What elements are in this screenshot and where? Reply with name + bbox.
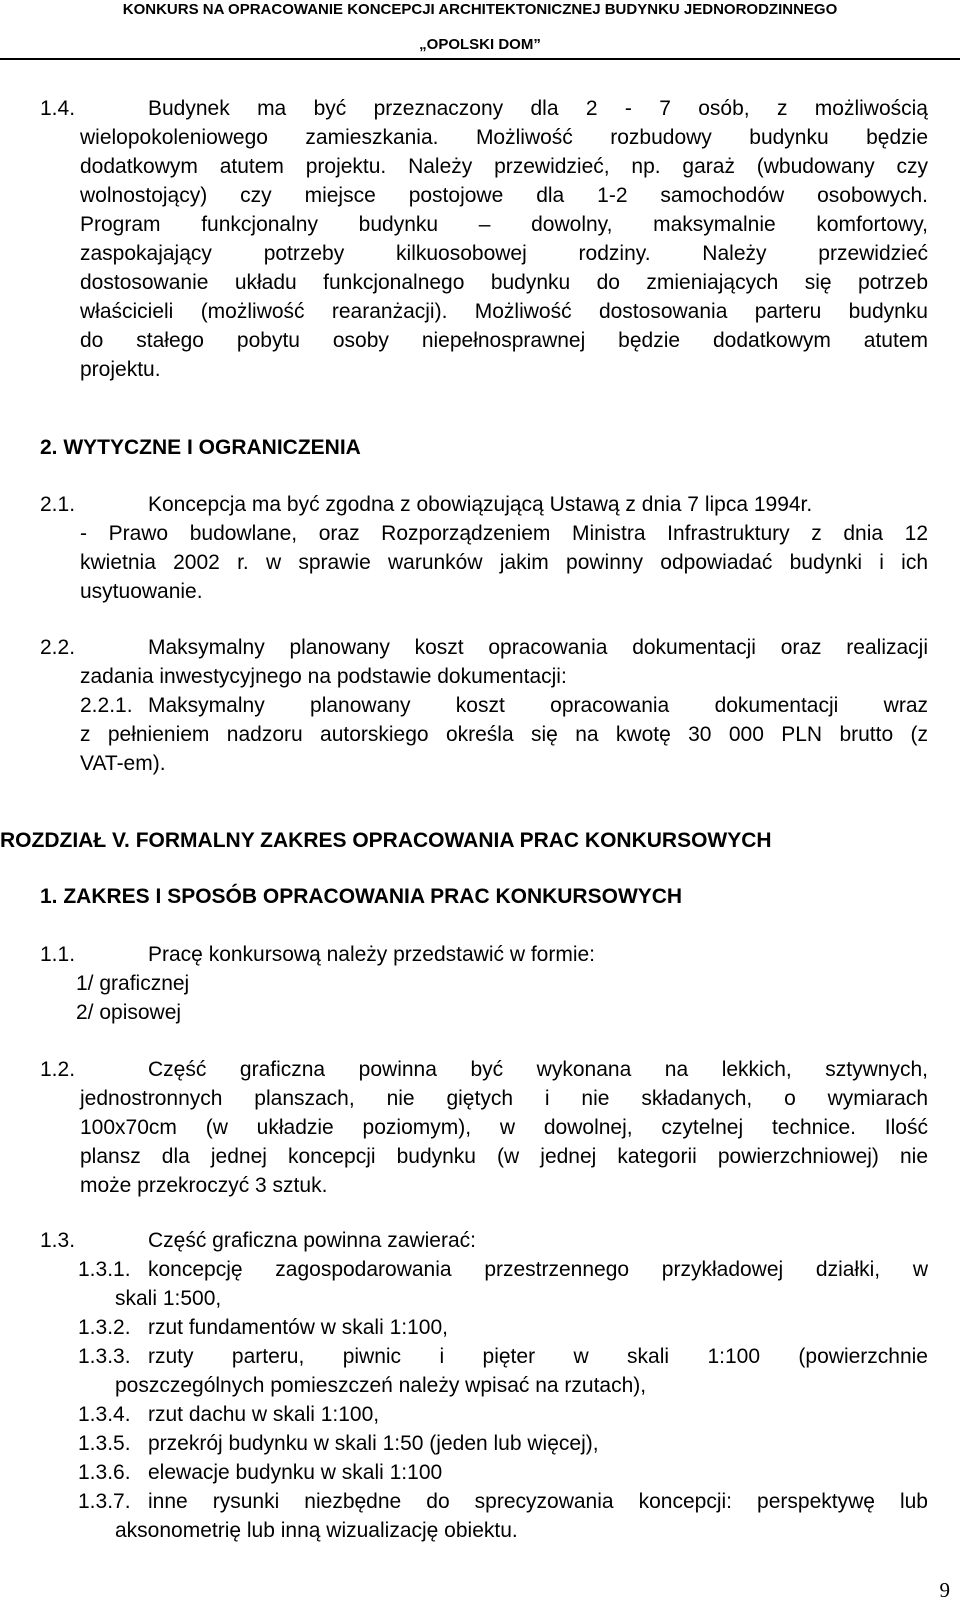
paragraph-2-2-1 [80,691,928,778]
item-1-3-6-number: 1.3.6. [78,1461,131,1484]
paragraph-2-2-1-number: 2.2.1. [80,694,133,717]
paragraph-line: Program funkcjonalny budynku – dowolny, maksymalnie komfortowy, [80,213,928,236]
paragraph-line: VAT-em). [80,752,166,775]
paragraph-1-3-number: 1.3. [40,1229,76,1252]
paragraph-2-2-number: 2.2. [40,636,76,659]
page-number: 9 [939,1578,950,1602]
paragraph-line: plansz dla jednej koncepcji budynku (w jednej kategorii powierzchniowej) nie [80,1145,928,1168]
paragraph-line: Koncepcja ma być zgodna z obowiązującą Ustawą z dnia 7 lipca 1994r. [148,493,813,516]
item-line: rzuty parteru, piwnic i pięter w skali 1:100 (powierzchnie [148,1345,928,1368]
paragraph-line: Maksymalny planowany koszt opracowania dokumentacji wraz [148,694,928,717]
item-line: rzut dachu w skali 1:100, [148,1403,380,1426]
list-item-graphic: 1/ graficznej [76,972,190,995]
paragraph-1-2 [80,1055,928,1200]
item-1-3-5-number: 1.3.5. [78,1432,131,1455]
paragraph-line: właścicieli (możliwość rearanżacji). Możliwość dostosowania parteru budynku [80,300,928,323]
paragraph-line: usytuowanie. [80,580,203,603]
section-heading-1: 1. ZAKRES I SPOSÓB OPRACOWANIA PRAC KONKURSOWYCH [40,885,683,908]
section-heading-2: 2. WYTYCZNE I OGRANICZENIA [40,436,361,459]
paragraph-line: zaspokajający potrzeby kilkuosobowej rodziny. Należy przewidzieć [80,242,928,265]
header-divider [0,58,960,60]
item-line: rzut fundamentów w skali 1:100, [148,1316,448,1339]
list-item-descriptive: 2/ opisowej [76,1001,182,1024]
paragraph-line: Maksymalny planowany koszt opracowania dokumentacji oraz realizacji [148,636,928,659]
item-line: elewacje budynku w skali 1:100 [148,1461,443,1484]
paragraph-1-3-text: Część graficzna powinna zawierać: [148,1229,476,1252]
paragraph-1-1-text: Pracę konkursową należy przedstawić w formie: [148,943,596,966]
paragraph-line: wielopokoleniowego zamieszkania. Możliwość rozbudowy budynku będzie [80,126,928,149]
paragraph-line: kwietnia 2002 r. w sprawie warunków jakim powinny odpowiadać budynki i ich [80,551,928,574]
item-1-3-7 [115,1487,928,1545]
paragraph-1-1-number: 1.1. [40,943,76,966]
paragraph-line: zadania inwestycyjnego na podstawie dokumentacji: [80,665,567,688]
paragraph-line: jednostronnych planszach, nie giętych i nie składanych, o wymiarach [80,1087,928,1110]
item-1-3-3-number: 1.3.3. [78,1345,131,1368]
paragraph-line: projektu. [80,358,161,381]
chapter-heading-5: ROZDZIAŁ V. FORMALNY ZAKRES OPRACOWANIA PRAC KONKURSOWYCH [0,829,772,852]
item-1-3-2-number: 1.3.2. [78,1316,131,1339]
item-line: koncepcję zagospodarowania przestrzennego przykładowej działki, w [148,1258,928,1281]
paragraph-1-2-number: 1.2. [40,1058,76,1081]
item-1-3-6 [148,1458,442,1487]
paragraph-line: 100x70cm (w układzie poziomym), w dowolnej, czytelnej technice. Ilość [80,1116,928,1139]
paragraph-line: Budynek ma być przeznaczony dla 2 - 7 osób, z możliwością [148,97,928,120]
item-line: inne rysunki niezbędne do sprecyzowania koncepcji: perspektywę lub [148,1490,928,1513]
paragraph-line: może przekroczyć 3 sztuk. [80,1174,328,1197]
paragraph-2-1-number: 2.1. [40,493,76,516]
paragraph-1-4-number: 1.4. [40,97,76,120]
item-line: skali 1:500, [115,1287,222,1310]
paragraph-line: dostosowanie układu funkcjonalnego budynku do zmieniających się potrzeb [80,271,928,294]
item-1-3-4-number: 1.3.4. [78,1403,131,1426]
paragraph-line: do stałego pobytu osoby niepełnosprawnej będzie dodatkowym atutem [80,329,928,352]
item-1-3-1 [115,1255,928,1313]
paragraph-2-2 [80,633,928,691]
item-1-3-4 [148,1400,379,1429]
paragraph-line: dodatkowym atutem projektu. Należy przewidzieć, np. garaż (wbudowany czy [80,155,928,178]
item-1-3-3 [115,1342,928,1400]
paragraph-line: Część graficzna powinna być wykonana na lekkich, sztywnych, [148,1058,928,1081]
item-1-3-7-number: 1.3.7. [78,1490,131,1513]
paragraph-line: wolnostojący) czy miejsce postojowe dla 1-2 samochodów osobowych. [80,184,928,207]
item-line: aksonometrię lub inną wizualizację obiektu. [115,1519,518,1542]
paragraph-line: - Prawo budowlane, oraz Rozporządzeniem Ministra Infrastruktury z dnia 12 [80,522,928,545]
item-1-3-5 [148,1429,599,1458]
paragraph-line: z pełnieniem nadzoru autorskiego określa się na kwotę 30 000 PLN brutto (z [80,723,928,746]
item-line: poszczególnych pomieszczeń należy wpisać na rzutach), [115,1374,647,1397]
document-header-subtitle: „OPOLSKI DOM” [419,36,541,53]
item-1-3-1-number: 1.3.1. [78,1258,131,1281]
item-1-3-2 [148,1313,448,1342]
paragraph-1-4 [80,94,928,384]
paragraph-2-1 [80,490,928,606]
document-header-title: KONKURS NA OPRACOWANIE KONCEPCJI ARCHITEKTONICZNEJ BUDYNKU JEDNORODZINNEGO [122,1,838,18]
item-line: przekrój budynku w skali 1:50 (jeden lub więcej), [148,1432,599,1455]
